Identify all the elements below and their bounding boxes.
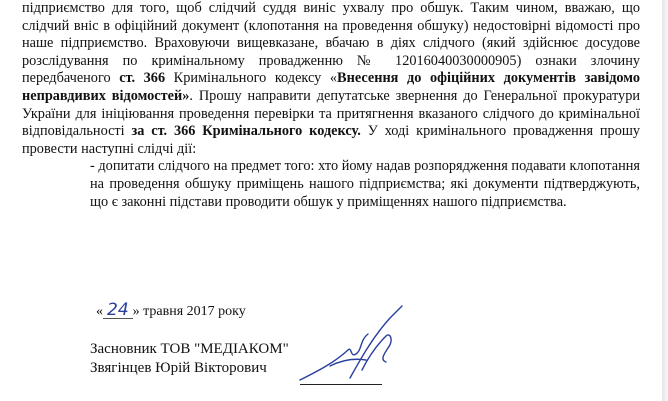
date-month-year: травня 2017 року bbox=[143, 304, 246, 319]
paragraph-text-2: Кримінального кодексу « bbox=[173, 70, 338, 87]
signer-block bbox=[90, 340, 289, 377]
handwritten-signature bbox=[290, 300, 420, 395]
signer-name: Звягінцев Юрій Вікторович bbox=[90, 359, 267, 376]
paragraph-text-1: підприємство для того, щоб слідчий суддя виніс ухвалу про обшук. Таким чином, вважаю, що слідчий вніс в офіційний документ (клопотання на проведення обшуку) недостовірні відомості про наше підприємство. Враховуючи вищевказане, вбачаю в діях слідчого (який здійснює досудове розслідування по кримінальному провадженню № 12016040030000905) ознаки злочину передбаченого bbox=[22, 0, 640, 87]
list-item-interrogate: - допитати слідчого на предмет того: хто йому надав розпорядження подавати клопотання на проведення обшуку приміщень нашого підприємства; які документи підтверджують, що є законні підстави проводити обшук у приміщеннях нашого підприємства. bbox=[90, 158, 640, 210]
date-open-quote: « bbox=[96, 304, 103, 319]
paragraph-main bbox=[22, 0, 640, 158]
date-line bbox=[96, 302, 246, 321]
paragraph-text-3: . Прошу направити депутатське звернення до Генеральної прокуратури України для ініціювання проведення перевірки та притягнення вказаного слідчого до кримінальної відповідальності bbox=[22, 87, 640, 140]
date-close-quote: » bbox=[132, 304, 140, 319]
signature-stroke-2 bbox=[350, 306, 402, 378]
date-day-handwritten: 24 bbox=[103, 302, 133, 319]
letter-body bbox=[22, 0, 640, 211]
signature-stroke-3 bbox=[362, 335, 391, 370]
article-reference-366: ст. 366 bbox=[119, 70, 166, 87]
scan-edge bbox=[662, 0, 668, 401]
paragraph-text-4: У ході кримінального провадження прошу провести наступні слідчі дії: bbox=[22, 123, 640, 157]
signature-stroke-1 bbox=[300, 334, 368, 380]
article-title: Внесення до офіційних документів завідомо неправдивих відомостей» bbox=[22, 70, 640, 104]
signer-role: Засновник ТОВ "МЕДІАКОМ" bbox=[90, 341, 289, 357]
article-reference-criminal-code: за ст. 366 Кримінального кодексу. bbox=[131, 123, 361, 140]
